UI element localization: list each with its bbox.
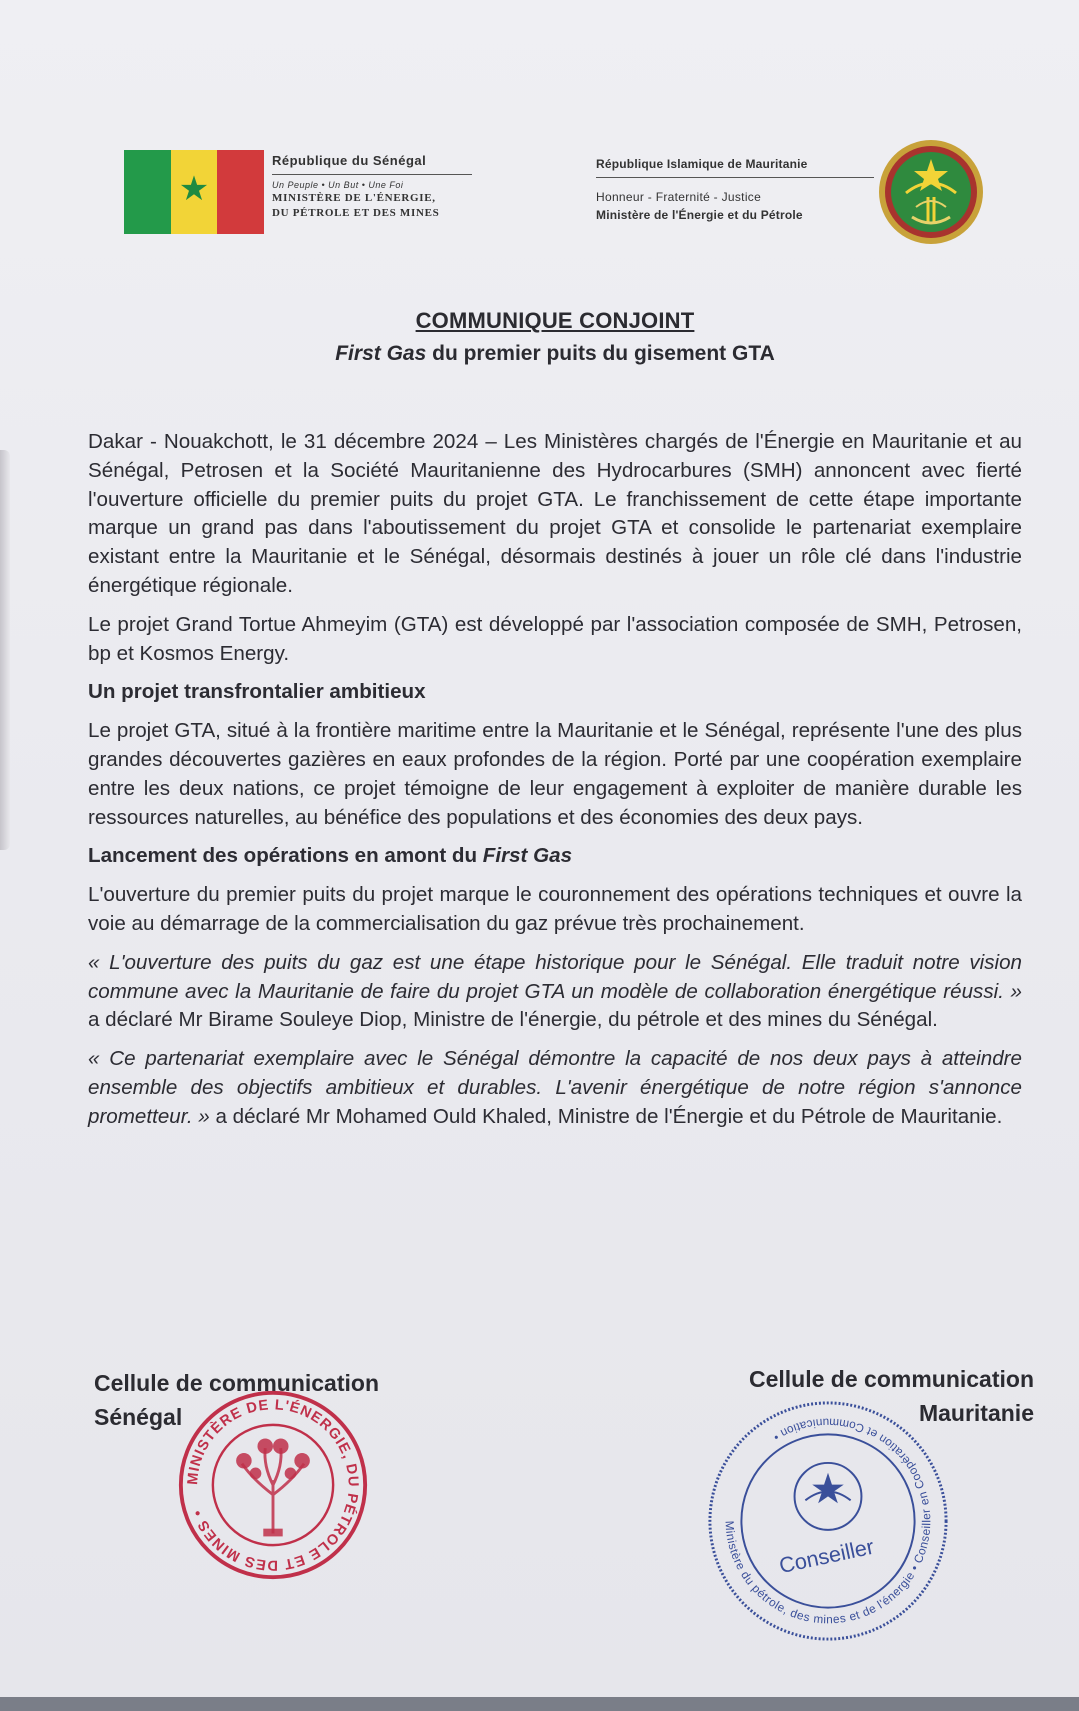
mauritania-ministry: Ministère de l'Énergie et du Pétrole <box>596 208 803 222</box>
senegal-ministry-line1: MINISTÈRE DE L'ÉNERGIE, <box>272 191 436 204</box>
senegal-ministry-line2: DU PÉTROLE ET DES MINES <box>272 206 440 219</box>
senegal-flag <box>124 150 264 234</box>
communique-subtitle: First Gas du premier puits du gisement GTA <box>335 342 775 365</box>
communique-title: COMMUNIQUE CONJOINT <box>415 308 695 333</box>
communique-body <box>88 428 1022 1132</box>
senegal-motto: Un Peuple • Un But • Une Foi <box>272 179 404 190</box>
mauritania-emblem-icon <box>876 137 986 247</box>
senegal-header <box>272 152 472 220</box>
signature-senegal: Cellule de communication Sénégal <box>94 1370 379 1430</box>
mauritania-header <box>596 155 874 224</box>
mauritania-title: République Islamique de Mauritanie <box>596 155 874 178</box>
mauritania-motto: Honneur - Fraternité - Justice <box>596 190 762 204</box>
heading-cross-border-project: Un projet transfrontalier ambitieux <box>88 680 426 704</box>
quote-senegal-minister: « L'ouverture des puits du gaz est une étape historique pour le Sénégal. Elle traduit notre vision commune avec la Mauritanie de faire du projet GTA un modèle de collaboration énergétique réussi. » a déclaré Mr Birame Souleye Diop, Ministre de l'énergie, du pétrole et des mines du Sénégal. <box>88 950 1022 1032</box>
mauritania-stamp-ring-text: Ministère du pétrole, des mines et de l'énergie • Conseiller en Coopération et Communication • <box>722 1415 934 1627</box>
heading-upstream-operations: Lancement des opérations en amont du First Gas <box>88 844 573 868</box>
svg-text:Ministère du pétrole, des mine <box>723 1416 934 1627</box>
paragraph-gta-association: Le projet Grand Tortue Ahmeyim (GTA) est développé par l'association composée de SMH, Petrosen, bp et Kosmos Energy. <box>88 612 1022 665</box>
page-edge-shadow <box>0 450 10 850</box>
senegal-stamp-text: MINISTÈRE DE L'ÉNERGIE, DU PÉTROLE ET DES MINES • <box>185 1397 361 1573</box>
paragraph-intro: Dakar - Nouakchott, le 31 décembre 2024 – Les Ministères chargés de l'Énergie en Mauritanie et au Sénégal, Petrosen et la Société Mauritanienne des Hydrocarbures (SMH) annoncent avec fierté l'ouverture officielle du premier puits du projet GTA. Le franchissement de cette étape importante marque un grand pas dans l'aboutissement du projet GTA et consolide le partenariat exemplaire existant entre la Mauritanie et le Sénégal, désormais destinés à jouer un rôle clé dans l'industrie énergétique régionale. <box>88 430 1022 597</box>
paragraph-first-well: L'ouverture du premier puits du projet marque le couronnement des opérations techniques et ouvre la voie au démarrage de la commercialisation du gaz prévue très prochainement. <box>88 883 1022 935</box>
star-icon: ★ <box>178 169 210 209</box>
paragraph-gta-location: Le projet GTA, situé à la frontière maritime entre la Mauritanie et le Sénégal, représente l'une des plus grandes découvertes gazières en eaux profondes de la région. Porté par une coopération exemplaire entre les deux nations, ce projet témoigne de leur engagement à exploiter de manière durable les ressources naturelles, au bénéfice des populations et des économies des deux pays. <box>88 719 1022 829</box>
signature-mauritania: Cellule de communication Mauritanie <box>749 1366 1034 1426</box>
senegal-ministry-stamp <box>176 1388 370 1582</box>
mauritania-advisor-stamp <box>705 1398 951 1644</box>
quote-mauritania-minister: « Ce partenariat exemplaire avec le Sénégal démontre la capacité de nos deux pays à atteindre ensemble des objectifs ambitieux et durables. L'avenir énergétique de notre région s'annonce prometteur. » a déclaré Mr Mohamed Ould Khaled, Ministre de l'Énergie et du Pétrole de Mauritanie. <box>88 1047 1022 1128</box>
senegal-title: République du Sénégal <box>272 152 472 175</box>
mauritania-stamp-center-text: Conseiller <box>776 1533 877 1579</box>
